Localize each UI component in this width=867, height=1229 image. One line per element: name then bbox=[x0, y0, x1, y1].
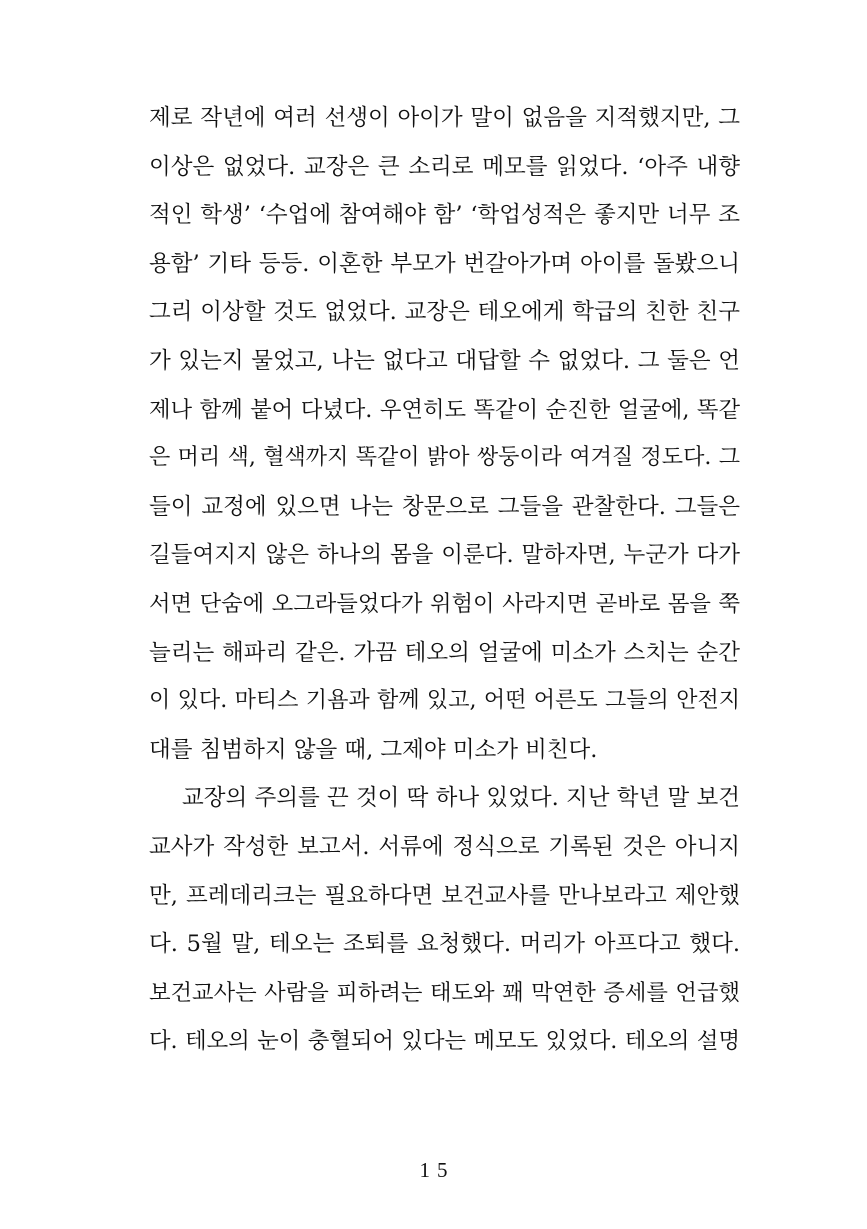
text-line: 교사가 작성한 보고서. 서류에 정식으로 기록된 것은 아니지 bbox=[149, 833, 740, 860]
text-line: 보건교사는 사람을 피하려는 태도와 꽤 막연한 증세를 언급했 bbox=[149, 979, 740, 1006]
text-line: 만, 프레데리크는 필요하다면 보건교사를 만나보라고 제안했 bbox=[149, 882, 740, 909]
text-line: 들이 교정에 있으면 나는 창문으로 그들을 관찰한다. 그들은 bbox=[149, 493, 740, 520]
text-line: 늘리는 해파리 같은. 가끔 테오의 얼굴에 미소가 스치는 순간 bbox=[149, 639, 740, 666]
text-line: 용함’ 기타 등등. 이혼한 부모가 번갈아가며 아이를 돌봤으니 bbox=[149, 250, 740, 277]
text-line: 다. 테오의 눈이 충혈되어 있다는 메모도 있었다. 테오의 설명 bbox=[149, 1028, 740, 1055]
text-line: 그리 이상할 것도 없었다. 교장은 테오에게 학급의 친한 친구 bbox=[149, 299, 740, 326]
page-number: 15 bbox=[419, 1158, 455, 1182]
text-line: 이상은 없었다. 교장은 큰 소리로 메모를 읽었다. ‘아주 내향 bbox=[149, 153, 740, 180]
text-line: 이 있다. 마티스 기욤과 함께 있고, 어떤 어른도 그들의 안전지 bbox=[149, 688, 740, 714]
text-line: 가 있는지 물었고, 나는 없다고 대답할 수 없었다. 그 둘은 언 bbox=[149, 347, 740, 374]
text-line: 은 머리 색, 혈색까지 똑같이 밝아 쌍둥이라 여겨질 정도다. 그 bbox=[149, 445, 740, 471]
text-line: 적인 학생’ ‘수업에 참여해야 함’ ‘학업성적은 좋지만 너무 조 bbox=[149, 202, 740, 229]
text-line: 제로 작년에 여러 선생이 아이가 말이 없음을 지적했지만, 그 bbox=[149, 105, 740, 131]
text-line: 길들여지지 않은 하나의 몸을 이룬다. 말하자면, 누군가 다가 bbox=[149, 542, 740, 569]
text-line: 다. 5월 말, 테오는 조퇴를 요청했다. 머리가 아프다고 했다. bbox=[149, 931, 740, 958]
text-line: 서면 단숨에 오그라들었다가 위험이 사라지면 곧바로 몸을 쭉 bbox=[149, 590, 740, 617]
body-text bbox=[149, 94, 740, 1066]
paragraph-start-line: 교장의 주의를 끈 것이 딱 하나 있었다. 지난 학년 말 보건 bbox=[182, 785, 740, 812]
text-line: 제나 함께 붙어 다녔다. 우연히도 똑같이 순진한 얼굴에, 똑같 bbox=[149, 396, 740, 423]
paragraph-end-line: 대를 침범하지 않을 때, 그제야 미소가 비친다. bbox=[149, 736, 598, 763]
